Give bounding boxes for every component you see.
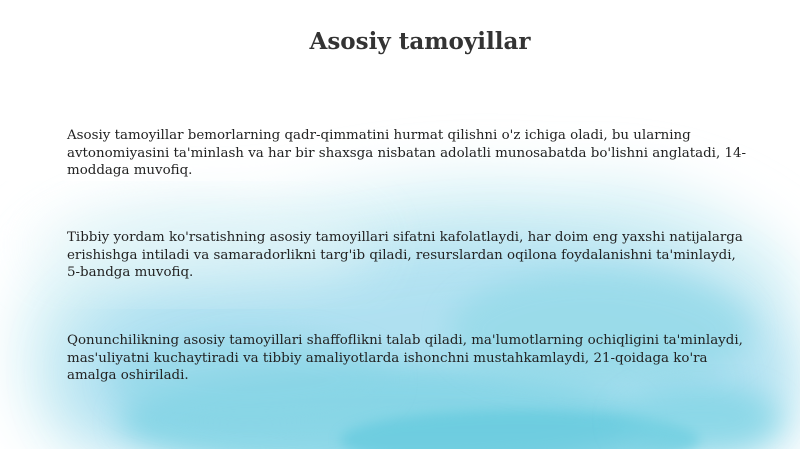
slide-title: Asosiy tamoyillar xyxy=(309,28,531,55)
paragraph-2: Tibbiy yordam ko'rsatishning asosiy tamoyillari sifatni kafolatlaydi, har doim eng yaxshi natijalarga erishishga intiladi va samaradorlikni targ'ib qiladi, resurslardan oqilona foydalanishni ta'minlaydi, 5-bandga muvofiq. xyxy=(67,230,743,280)
paragraph-3: Qonunchilikning asosiy tamoyillari shaffoflikni talab qiladi, ma'lumotlarning ochiqligini ta'minlaydi, mas'uliyatni kuchaytiradi va tibbiy amaliyotlarda ishonchni mustahkamlaydi, 21-qoidaga ko'ra amalga oshiriladi. xyxy=(67,333,743,383)
paragraph-1: Asosiy tamoyillar bemorlarning qadr-qimmatini hurmat qilishni o'z ichiga oladi, bu ularning avtonomiyasini ta'minlash va har bir shaxsga nisbatan adolatli munosabatda bo'lishni anglatadi, 14-moddaga muvofiq. xyxy=(67,128,747,178)
